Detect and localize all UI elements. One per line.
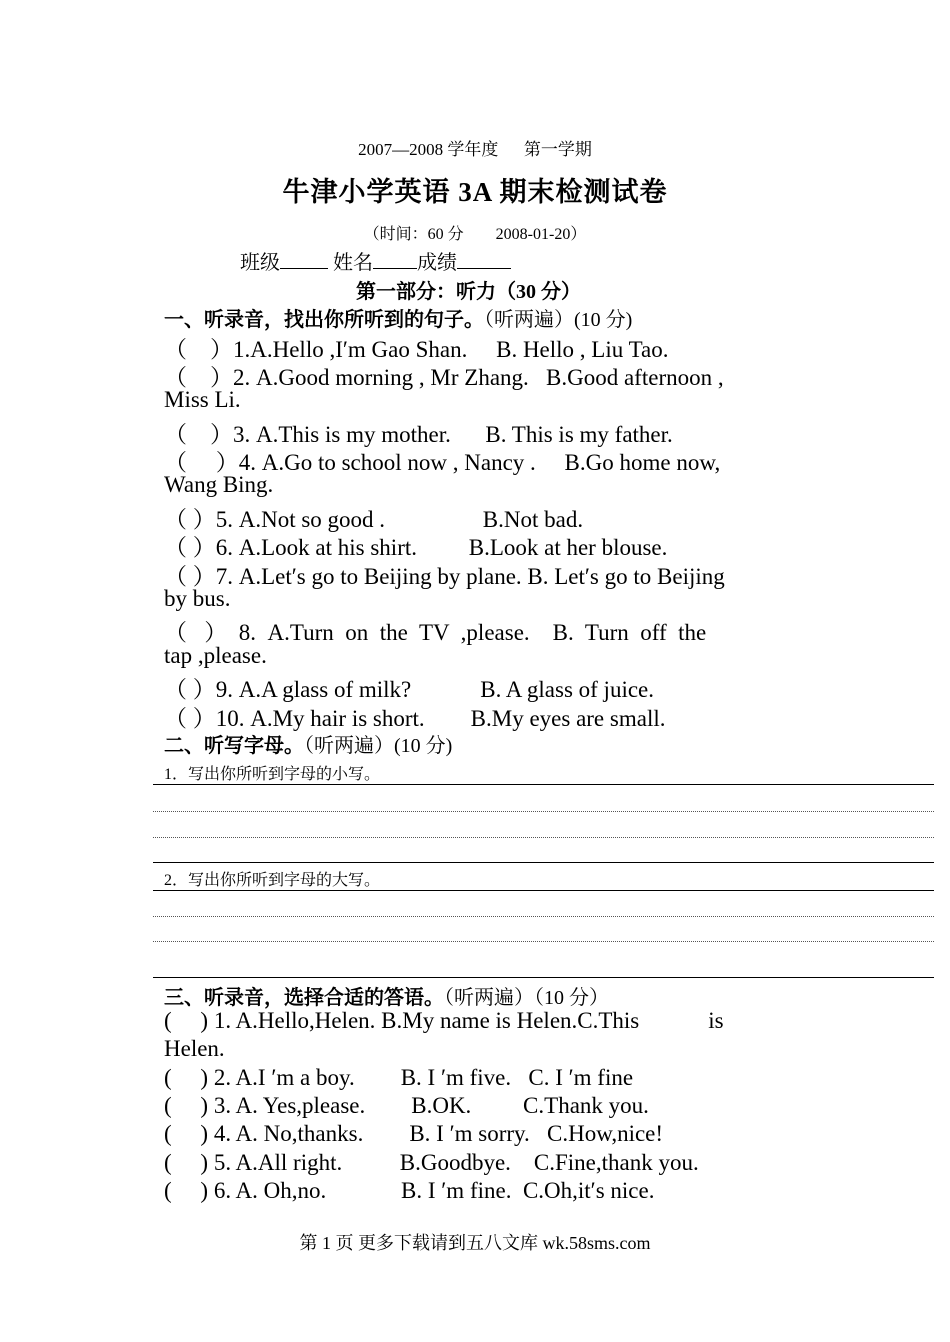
section-3-heading: 三、听录音，选择合适的答语。 <box>164 987 444 1009</box>
writing-line-top <box>153 784 934 785</box>
section-3-note: （听两遍）（10 分） <box>444 987 609 1009</box>
section-3-title <box>164 981 609 1010</box>
name-label: 姓名 <box>333 252 373 274</box>
s1-question-line: （ ）7. A.Let′s go to Beijing by plane. B. Let′s go to Beijing <box>164 564 725 589</box>
s3-question-line: ( ) 2. A.I ′m a boy. B. I ′m five. C. I ′m fine <box>164 1065 634 1090</box>
exam-time-date: （时间：60 分 2008-01-20） <box>363 226 587 243</box>
section-2-note: （听两遍）(10 分) <box>304 735 453 757</box>
writing-line-top <box>153 890 934 891</box>
writing-line-mid[interactable] <box>153 837 934 838</box>
s1-question-line: （ ）4. A.Go to school now , Nancy . B.Go home now, <box>164 450 721 475</box>
s1-question-line: （ ）2. A.Good morning , Mr Zhang. B.Good afternoon , <box>164 365 724 390</box>
s1-question-line: （ ）5. A.Not so good . B.Not bad. <box>164 507 584 532</box>
s3-question-line: ( ) 1. A.Hello,Helen. B.My name is Helen.C.This is <box>164 1008 724 1033</box>
section-1-heading: 一、听录音，找出你所听到的句子。 <box>164 309 484 331</box>
class-blank[interactable] <box>280 252 328 269</box>
s1-question-line: Miss Li. <box>164 387 241 412</box>
s1-question-line: （ ）1.A.Hello ,I′m Gao Shan. B. Hello , Liu Tao. <box>164 337 669 362</box>
score-blank[interactable] <box>457 252 511 269</box>
writing-line-mid[interactable] <box>153 916 934 917</box>
class-label: 班级 <box>240 252 280 274</box>
name-blank[interactable] <box>373 252 417 269</box>
s3-question-line: ( ) 3. A. Yes,please. B.OK. C.Thank you. <box>164 1093 649 1118</box>
s1-question-line: （ ）10. A.My hair is short. B.My eyes are small. <box>164 706 666 731</box>
s3-question-line: ( ) 6. A. Oh,no. B. I ′m fine. C.Oh,it′s nice. <box>164 1178 655 1203</box>
part-one-title: 第一部分：听力（30 分） <box>356 281 581 303</box>
writing-line-bottom <box>153 862 934 863</box>
s1-question-line: Wang Bing. <box>164 472 274 497</box>
s3-question-line: Helen. <box>164 1036 225 1061</box>
s1-question-line: （ ）9. A.A glass of milk? B. A glass of juice. <box>164 677 655 702</box>
writing-line-mid[interactable] <box>153 811 934 812</box>
section-2-title <box>164 729 452 758</box>
school-year-line: 2007—2008 学年度 第一学期 <box>358 140 592 159</box>
section-1-note: （听两遍）(10 分) <box>484 309 633 331</box>
page-title: 牛津小学英语 3A 期末检测试卷 <box>282 177 668 207</box>
section-2-sub-2: 2．写出你所听到字母的大写。 <box>164 872 381 889</box>
section-2-heading: 二、听写字母。 <box>164 735 304 757</box>
student-info-line <box>240 246 511 275</box>
s1-question-line: by bus. <box>164 586 231 611</box>
section-2-sub-1: 1．写出你所听到字母的小写。 <box>164 766 381 783</box>
s1-question-line: （ ） 8. A.Turn on the TV ,please. B. Turn off the <box>164 620 707 645</box>
writing-line-mid[interactable] <box>153 941 934 942</box>
writing-line-bottom <box>153 977 934 978</box>
s1-question-line: （ ）3. A.This is my mother. B. This is my father. <box>164 422 673 447</box>
section-1-title <box>164 303 632 332</box>
page-footer: 第 1 页 更多下载请到五八文库 wk.58sms.com <box>299 1233 651 1253</box>
s1-question-line: （ ）6. A.Look at his shirt. B.Look at her blouse. <box>164 535 668 560</box>
s3-question-line: ( ) 4. A. No,thanks. B. I ′m sorry. C.How,nice! <box>164 1121 664 1146</box>
s3-question-line: ( ) 5. A.All right. B.Goodbye. C.Fine,thank you. <box>164 1150 699 1175</box>
s1-question-line: tap ,please. <box>164 643 267 668</box>
score-label: 成绩 <box>417 252 457 274</box>
